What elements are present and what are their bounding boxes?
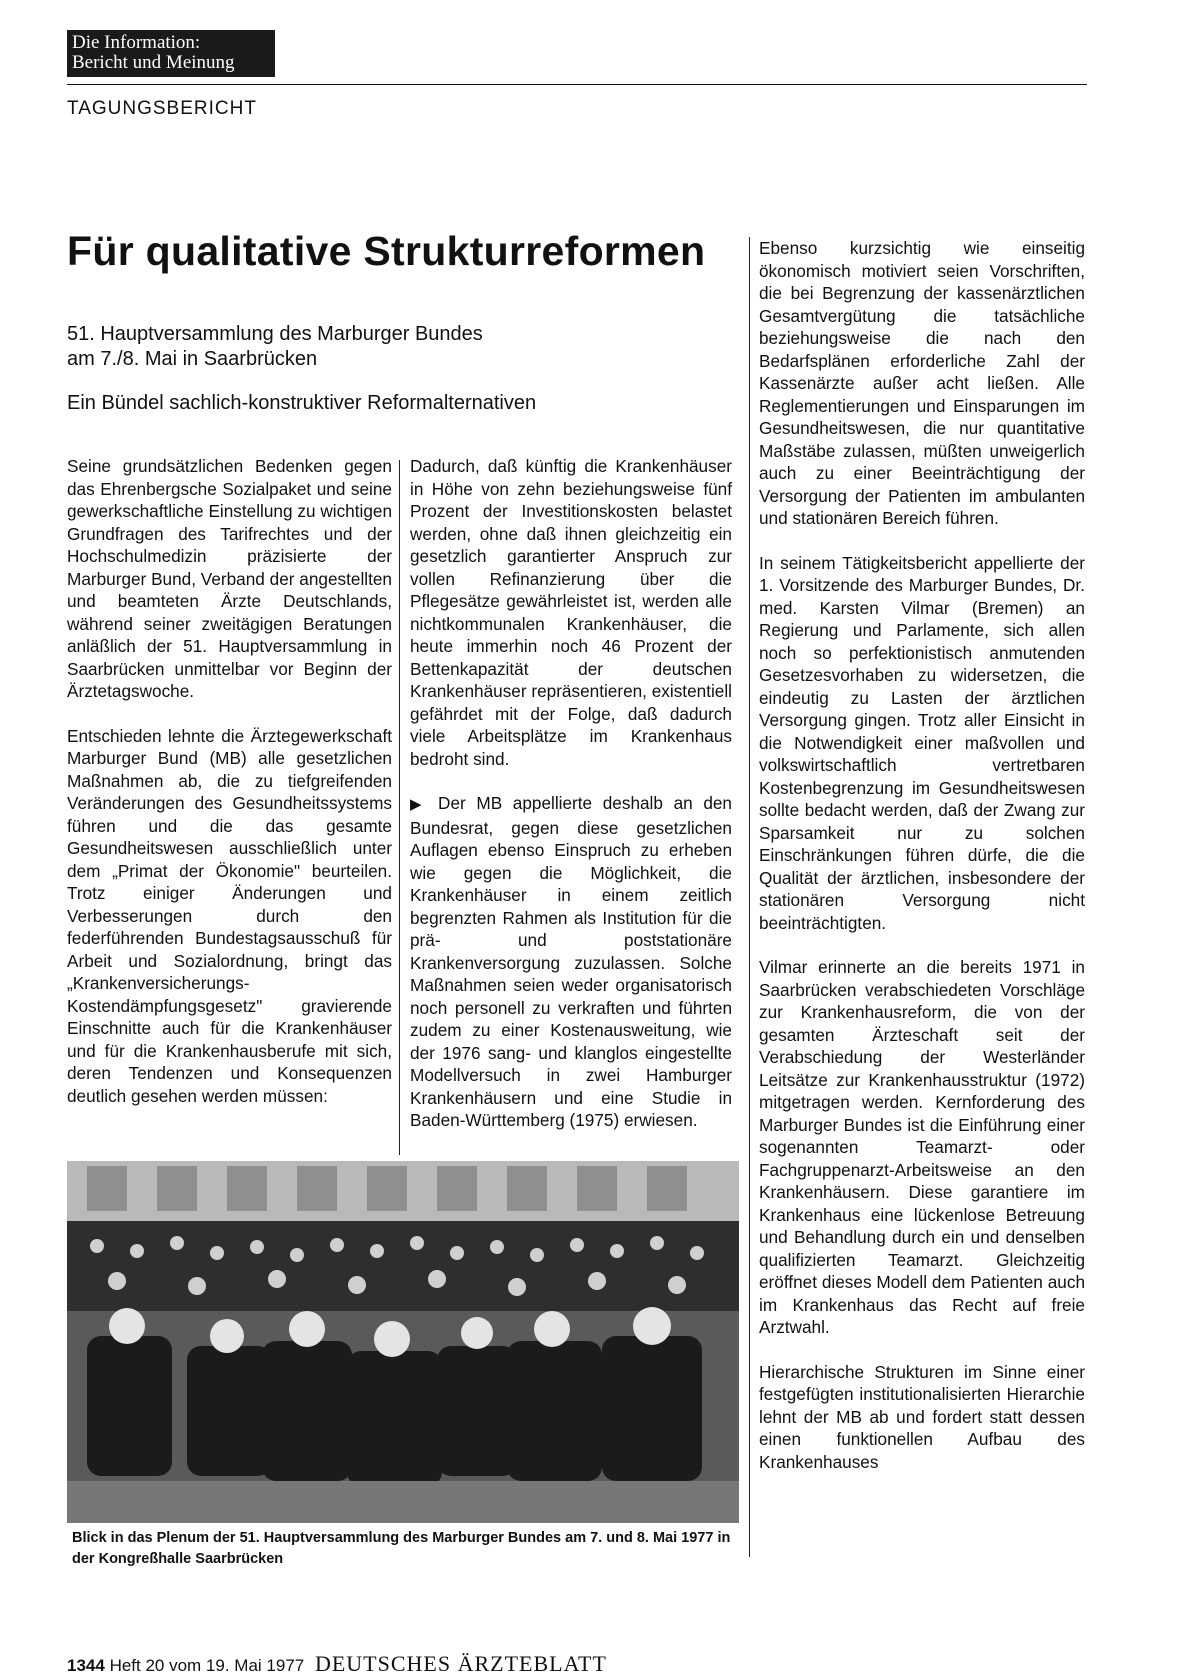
deck: Ein Bündel sachlich-konstruktiver Reformalternativen [67,392,537,414]
column-1 [67,455,392,1129]
section-label-box [67,30,275,77]
column-divider [399,460,400,1155]
photo-caption: Blick in das Plenum der 51. Hauptversammlung des Marburger Bundes am 7. und 8. Mai 1977 in der Kongreßhalle Saarbrücken [72,1530,731,1567]
section-label-line2: Bericht und Meinung [72,52,235,73]
subtitle-line1: 51. Hauptversammlung des Marburger Bundes [67,323,483,345]
paragraph: Hierarchische Strukturen im Sinne einer festgefügten institutionalisierten Hierarchie lehnt der MB ab und fordert statt dessen einen funktionellen Aufbau des Krankenhauses [759,1361,1085,1472]
paragraph: In seinem Tätigkeitsbericht appellierte der 1. Vorsitzende des Marburger Bundes, Dr. med. Karsten Vilmar (Bremen) an Regierung und Parlamente, sich allen noch so perfektionistisch anmutenden Gesetzesvorhaben zu widersetzen, die eindeutig zu Lasten der ärztlichen Versorgung gingen. Trotz aller Einsicht in die Notwendigkeit einer maßvollen und volkswirtschaftlich vertretbaren Kostenbegrenzung im Gesundheitswesen sollte bedacht werden, daß der Zwang zur Sparsamkeit nur zu solchen Einschränkungen führen dürfe, die die Qualität der ärztlichen, insbesondere der stationären Versorgung nicht beeinträchtigten. [759,552,1085,933]
column-2 [410,455,732,1154]
column-3 [759,237,1085,1495]
headline: Für qualitative Strukturreformen [67,228,706,274]
paragraph: Vilmar erinnerte an die bereits 1971 in Saarbrücken verabschiedeten Vorschläge zur Krankenhausreform, die von der gesamten Ärzteschaft seit der Verabschiedung der Westerländer Leitsätze zur Krankenhausstruktur (1972) mitgetragen werden. Kernforderung des Marburger Bundes ist die Einführung einer sogenannten Teamarzt- oder Fachgruppenarzt-Arbeitsweise an den Krankenhäusern. Diese garantiere im Krankenhaus eine lückenlose Betreuung und Behandlung durch ein und denselben qualifizierten Teamarzt. Gleichzeitig eröffnet dieses Modell dem Patienten auch im Krankenhaus das Recht auf freie Arztwahl. [759,957,1085,1337]
section-label-line1: Die Information: [72,32,201,53]
magazine-name: DEUTSCHES ÄRZTEBLATT [314,1651,607,1676]
kicker: TAGUNGSBERICHT [67,98,257,119]
column-divider [749,237,750,1557]
plenum-photo [67,1161,739,1523]
subtitle-line2: am 7./8. Mai in Saarbrücken [67,348,318,370]
subtitle [67,322,707,372]
paragraph: Ebenso kurzsichtig wie einseitig ökonomisch motiviert seien Vorschriften, die bei Begrenzung der kassenärztlichen Gesamtvergütung die tatsächliche beziehungsweise die nach den Bedarfsplänen erforderliche Zahl der Kassenärzte außer acht ließen. Alle Reglementierungen und Einsparungen im Gesundheitswesen, die nur quantitative Maßstäbe zulassen, müßten unweigerlich auch zu einer Beeinträchtigung der Versorgung der Patienten im ambulanten und stationären Bereich führen. [759,238,1085,528]
photo-illustration [67,1161,739,1523]
page-number: 1344 [67,1656,105,1675]
paragraph-text: Der MB appellierte deshalb an den Bundesrat, gegen diese gesetzlichen Auflagen ebenso Einspruch zu erheben wie gegen die Möglichkeit, die Krankenhäuser in einem zeitlich begrenzten Rahmen als Institution für die prä- und poststationäre Krankenversorgung zuzulassen. Solche Maßnahmen seien weder organisatorisch noch personell zu verkraften und führten zudem zu einer Kostenausweitung, wie der 1976 sang- und klanglos eingestellte Modellversuch in zwei Hamburger Krankenhäusern und eine Studie in Baden-Württemberg (1975) erwiesen. [410,793,732,1130]
paragraph: Seine grundsätzlichen Bedenken gegen das Ehrenbergsche Sozialpaket und seine gewerkschaftliche Einstellung zu wichtigen Grundfragen des Tarifrechtes und der Hochschulmedizin präzisierte der Marburger Bund, Verband der angestellten und beamteten Ärzte Deutschlands, während seiner zweitägigen Beratungen anläßlich der 51. Hauptversammlung in Saarbrücken unmittelbar vor Beginn der Ärztetagswoche. [67,456,392,701]
page-footer [67,1651,607,1677]
paragraph [410,792,732,1132]
arrow-bullet-icon: ▶ [410,796,428,813]
paragraph: Entschieden lehnte die Ärztegewerkschaft Marburger Bund (MB) alle gesetzlichen Maßnahmen ab, die zu tiefgreifenden Veränderungen des Gesundheitssystems führen und die das gesamte Gesundheitswesen ausschließlich unter dem „Primat der Ökonomie" beurteilen. Trotz einiger Änderungen und Verbesserungen durch den federführenden Bundestagsausschuß für Arbeit und Sozialordnung, bringt das „Krankenversicherungs-Kostendämpfungsgesetz" gravierende Einschnitte auch für die Krankenhäuser und für die Krankenhausberufe mit sich, deren Tendenzen und Konsequenzen deutlich gesehen werden müssen: [67,725,392,1106]
paragraph: Dadurch, daß künftig die Krankenhäuser in Höhe von zehn beziehungsweise fünf Prozent der Investitionskosten belastet werden, ohne daß ihnen gleichzeitig ein gesetzlich garantierter Anspruch zur vollen Refinanzierung über die Pflegesätze gewährleistet ist, werden alle nichtkommunalen Krankenhäuser, die heute immerhin noch 46 Prozent der Bettenkapazität der deutschen Krankenhäuser repräsentieren, existentiell gefährdet mit der Folge, daß dadurch viele Arbeitsplätze im Krankenhaus bedroht sind. [410,456,732,769]
top-rule [67,84,1087,85]
issue-info: Heft 20 vom 19. Mai 1977 [109,1656,305,1675]
